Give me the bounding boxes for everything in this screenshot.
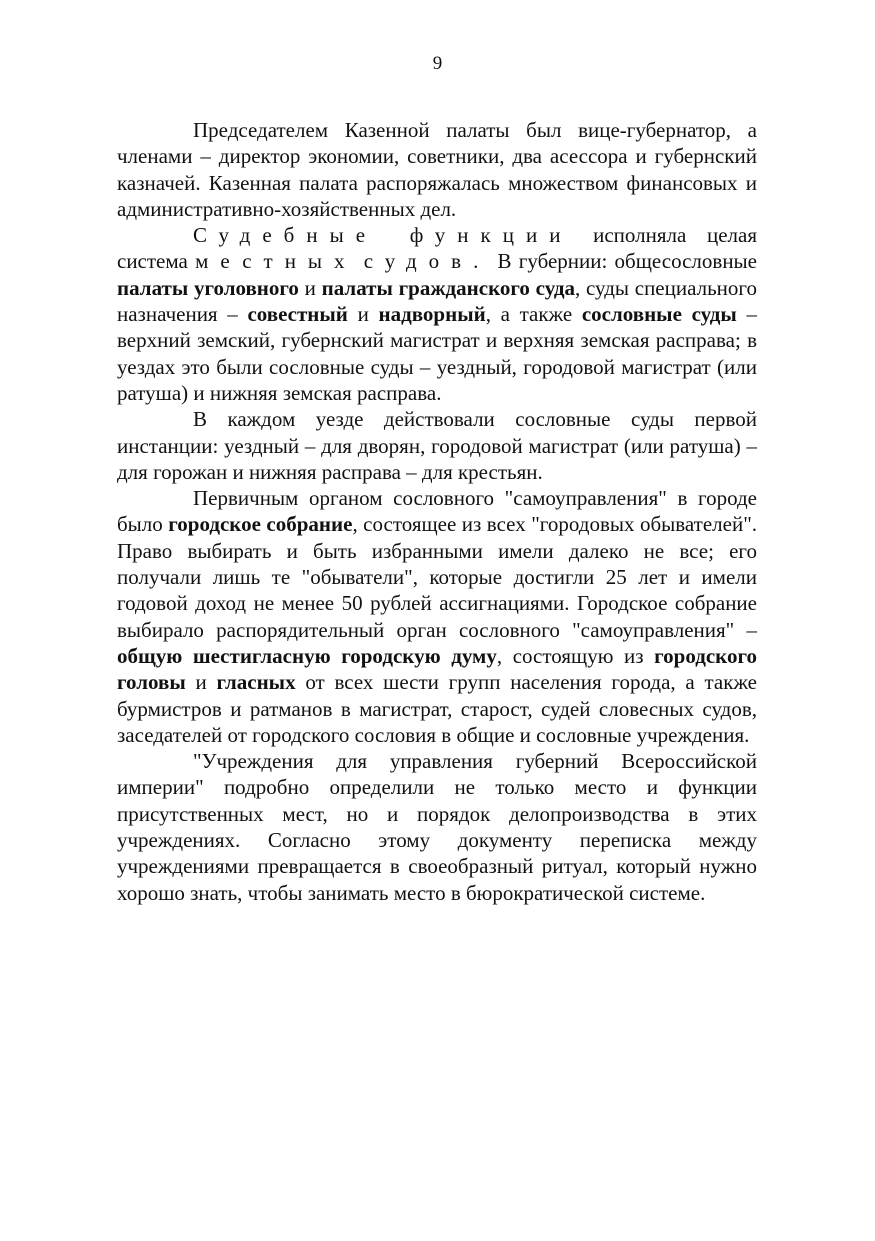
paragraph-3-text: В каждом уезде действовали сословные суды первой инстанции: уездный – для дворян, городовой магистрат (или ратуша) – для горожан и нижняя расправа – для крестьян. bbox=[117, 407, 757, 484]
paragraph-2-text-6: – верхний земский, губернский магистрат и верхняя земская расправа; в уездах это были сословные суды – уездный, городовой магистрат (или ратуша) и нижняя земская расправа. bbox=[117, 302, 757, 405]
bold-city-head: городского головы bbox=[117, 643, 757, 695]
bold-city-assembly: городское собрание bbox=[168, 512, 353, 537]
paragraph-4-text-1: Первичным органом сословного "самоуправления" в городе было bbox=[117, 486, 757, 537]
paragraph-4 bbox=[117, 485, 757, 748]
spaced-phrase-judicial-functions: Судебные функции bbox=[193, 223, 573, 248]
paragraph-2-text-4: и bbox=[347, 302, 379, 327]
page-number: 9 bbox=[432, 53, 443, 74]
paragraph-1-text: Председателем Казенной палаты был вице-губернатор, а членами – директор экономии, советники, два асессора и губернский казначей. Казенная палата распоряжалась множеством финансовых и административно-хозяйственных дел. bbox=[117, 118, 757, 221]
bold-six-vote-duma: общую шестигласную городскую думу bbox=[117, 643, 497, 668]
paragraph-1 bbox=[117, 117, 757, 222]
paragraph-4-text-4: и bbox=[185, 670, 217, 695]
bold-councillors: гласных bbox=[216, 670, 296, 695]
bold-conscience-court: совестный bbox=[247, 302, 348, 327]
paragraph-5-text: "Учреждения для управления губерний Всероссийской империи" подробно определили не только место и функции присутственных мест, но и порядок делопроизводства в этих учреждениях. Согласно этому документу переписка между учреждениями превращается в своеобразный ритуал, который нужно хорошо знать, чтобы занимать место в бюрократической системе. bbox=[117, 749, 757, 905]
paragraph-2-text-1: исполняла целая система bbox=[117, 223, 757, 274]
paragraph-4-text-5: от всех шести групп населения города, а также бурмистров и ратманов в магистрат, старост, судей словесных судов, заседателей от городского сословия в общие и сословные учреждения. bbox=[117, 670, 757, 747]
bold-estate-courts: сословные суды bbox=[581, 302, 737, 327]
paragraph-4-text-2: , состоящее из всех "городовых обывателей". Право выбирать и быть избранными имели далеко не все; его получали лишь те "обыватели", которые достигли 25 лет и имели годовой доход не менее 50 рублей ассигнациями. Городское собрание выбирало распорядительный орган сословного "самоуправления" – bbox=[117, 512, 758, 642]
paragraph-2-text-1c: В губернии: общесословные bbox=[490, 249, 757, 274]
document-body bbox=[117, 117, 757, 906]
paragraph-3 bbox=[117, 406, 757, 485]
paragraph-2 bbox=[117, 222, 757, 406]
paragraph-4-text-3: , состоящую из bbox=[496, 643, 655, 668]
paragraph-2-text-5: , а также bbox=[485, 302, 582, 327]
spaced-word-courts: судов. bbox=[363, 249, 491, 274]
paragraph-5 bbox=[117, 748, 757, 906]
paragraph-2-text-2: и bbox=[298, 275, 322, 300]
bold-aulic-court: надворный bbox=[378, 302, 486, 327]
paragraph-2-space bbox=[357, 249, 364, 273]
spaced-word-local: местных bbox=[195, 249, 357, 274]
bold-criminal-chamber: палаты уголовного bbox=[117, 275, 299, 300]
paragraph-2-text-3: , суды специального назначения – bbox=[117, 275, 757, 327]
bold-civil-chamber: палаты гражданского суда bbox=[321, 275, 576, 300]
